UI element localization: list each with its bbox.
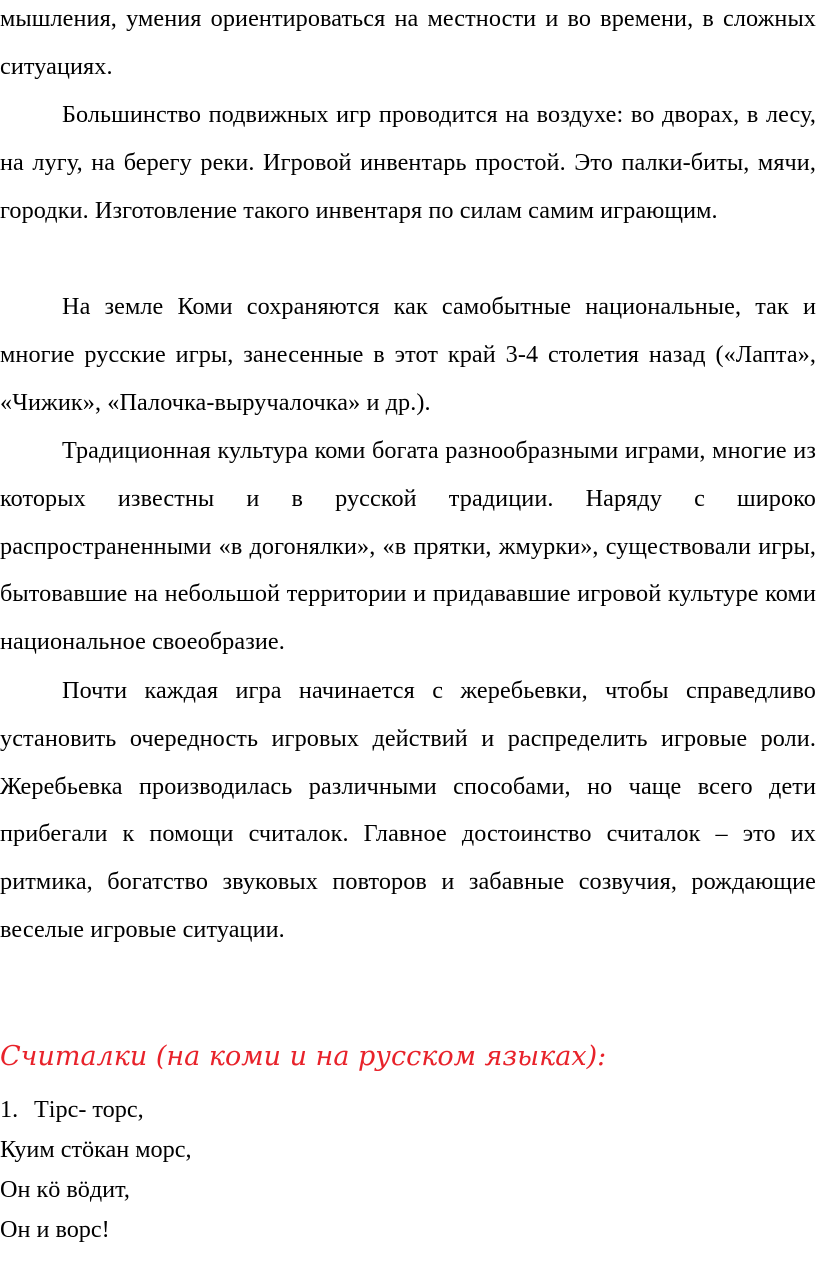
paragraph-draw-lots: Почти каждая игра начинается с жеребьевки, чтобы справедливо установить очередность игровых действий и распределить игровые роли. Жеребьевка производилась различными способами, но чаще всего дети прибегали к помощи считалок. Главное достоинство считалок – это их ритмика, богатство звуковых повторов и забавные созвучия, рождающие веселые игровые ситуации. [0,677,816,943]
rhyme-line: Куим стӧкан морс, [0,1136,192,1163]
rhyme-line: Он и ворс! [0,1216,110,1243]
section-heading-counting-rhymes: Считалки (на коми и на русском языках): [0,1041,607,1072]
rhyme-number: 1. [0,1096,19,1123]
rhyme-line: Он кӧ вӧдит, [0,1176,130,1203]
paragraph-komi-land-games: На земле Коми сохраняются как самобытные национальные, так и многие русские игры, занесенные в этот край 3-4 столетия назад («Лапта», «Чижик», «Палочка-выручалочка» и др.). [0,293,816,416]
paragraph-continuation: мышления, умения ориентироваться на местности и во времени, в сложных ситуациях. [0,5,816,80]
paragraph-traditional-culture: Традиционная культура коми богата разнообразными играми, многие из которых известны и в русской традиции. Наряду с широко распространенными «в догонялки», «в прятки, жмурки», существовали игры, бытовавшие на небольшой территории и придававшие игровой культуре коми национальное своеобразие. [0,437,816,656]
paragraph-outdoor-games: Большинство подвижных игр проводится на воздухе: во дворах, в лесу, на лугу, на берегу реки. Игровой инвентарь простой. Это палки-биты, мячи, городки. Изготовление такого инвентаря по силам самим играющим. [0,101,816,224]
rhyme-line [0,1090,192,1130]
rhyme-line-text: Тірс- торс, [34,1096,144,1123]
counting-rhyme [0,1090,192,1250]
